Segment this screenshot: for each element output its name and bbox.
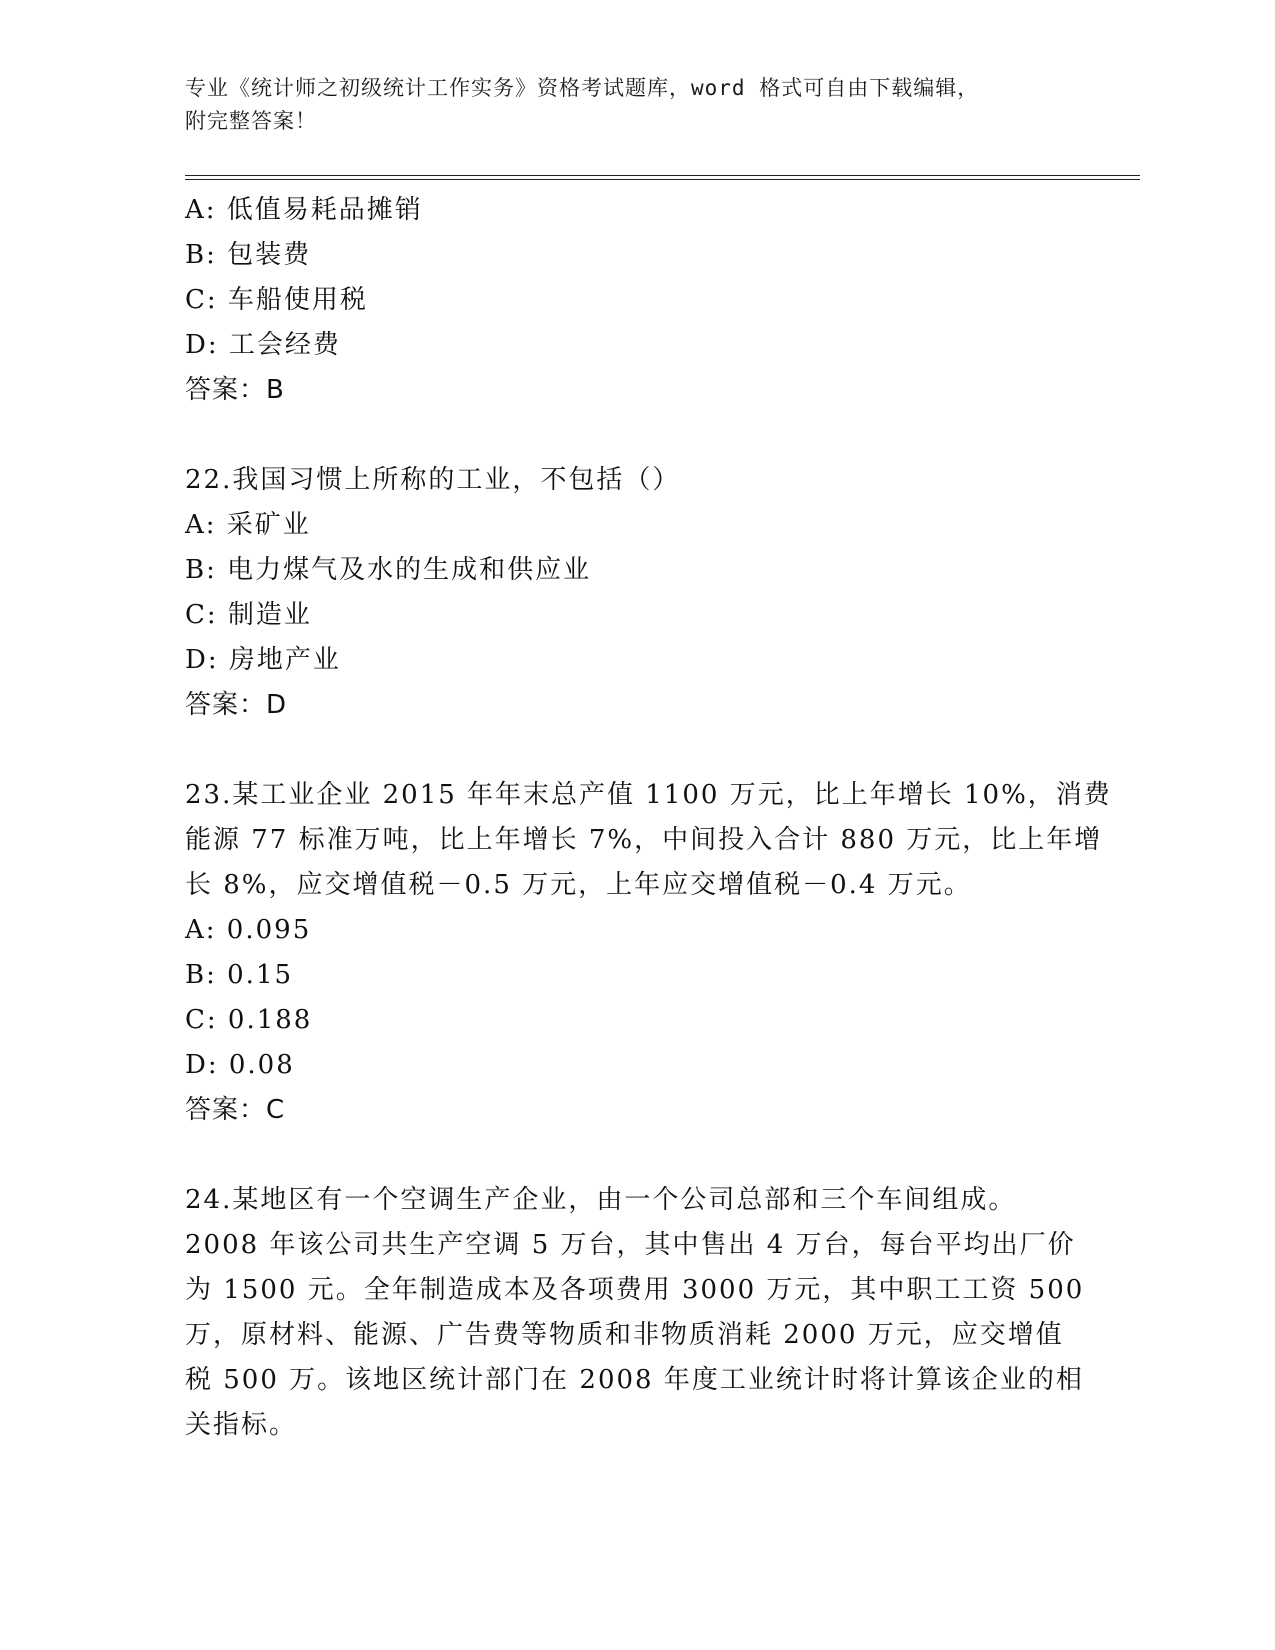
- q21-option-d: D: 工会经费: [185, 330, 341, 360]
- q21-option-a: A: 低值易耗品摊销: [185, 195, 423, 225]
- q22-question: 22.我国习惯上所称的工业，不包括（）: [185, 465, 681, 495]
- q23-answer: 答案：C: [185, 1095, 286, 1125]
- q22-option-b: B: 电力煤气及水的生成和供应业: [185, 555, 592, 585]
- q24-question-line-3: 为 1500 元。全年制造成本及各项费用 3000 万元，其中职工工资 500: [185, 1275, 1085, 1305]
- header-divider-top: [185, 175, 1140, 176]
- q21-option-b: B: 包装费: [185, 240, 312, 270]
- q23-option-b: B: 0.15: [185, 960, 294, 990]
- q22-option-a: A: 采矿业: [185, 510, 311, 540]
- q22-option-d: D: 房地产业: [185, 645, 341, 675]
- q23-option-d: D: 0.08: [185, 1050, 295, 1080]
- q23-option-c: C: 0.188: [185, 1005, 313, 1035]
- q24-question-line-1: 24.某地区有一个空调生产企业，由一个公司总部和三个车间组成。: [185, 1185, 1017, 1215]
- header-line-2: 附完整答案！: [185, 109, 317, 133]
- header-divider-bottom: [185, 179, 1140, 180]
- q24-question-line-2: 2008 年该公司共生产空调 5 万台，其中售出 4 万台，每台平均出厂价: [185, 1230, 1076, 1260]
- q24-question-line-6: 关指标。: [185, 1410, 298, 1440]
- q24-question-line-5: 税 500 万。该地区统计部门在 2008 年度工业统计时将计算该企业的相: [185, 1365, 1084, 1395]
- q23-question-line-3: 长 8%，应交增值税－0.5 万元，上年应交增值税－0.4 万元。: [185, 870, 972, 900]
- q23-question-line-2: 能源 77 标准万吨，比上年增长 7%，中间投入合计 880 万元，比上年增: [185, 825, 1103, 855]
- q23-question-line-1: 23.某工业企业 2015 年年末总产值 1100 万元，比上年增长 10%，消费: [185, 780, 1112, 810]
- document-header: [185, 72, 1085, 138]
- q23-option-a: A: 0.095: [185, 915, 312, 945]
- q24-question-line-4: 万，原材料、能源、广告费等物质和非物质消耗 2000 万元，应交增值: [185, 1320, 1064, 1350]
- header-line-1: 专业《统计师之初级统计工作实务》资格考试题库，word 格式可自由下载编辑，: [185, 76, 980, 100]
- q21-answer: 答案：B: [185, 375, 285, 405]
- q21-option-c: C: 车船使用税: [185, 285, 368, 315]
- q22-option-c: C: 制造业: [185, 600, 312, 630]
- q22-answer: 答案：D: [185, 690, 288, 720]
